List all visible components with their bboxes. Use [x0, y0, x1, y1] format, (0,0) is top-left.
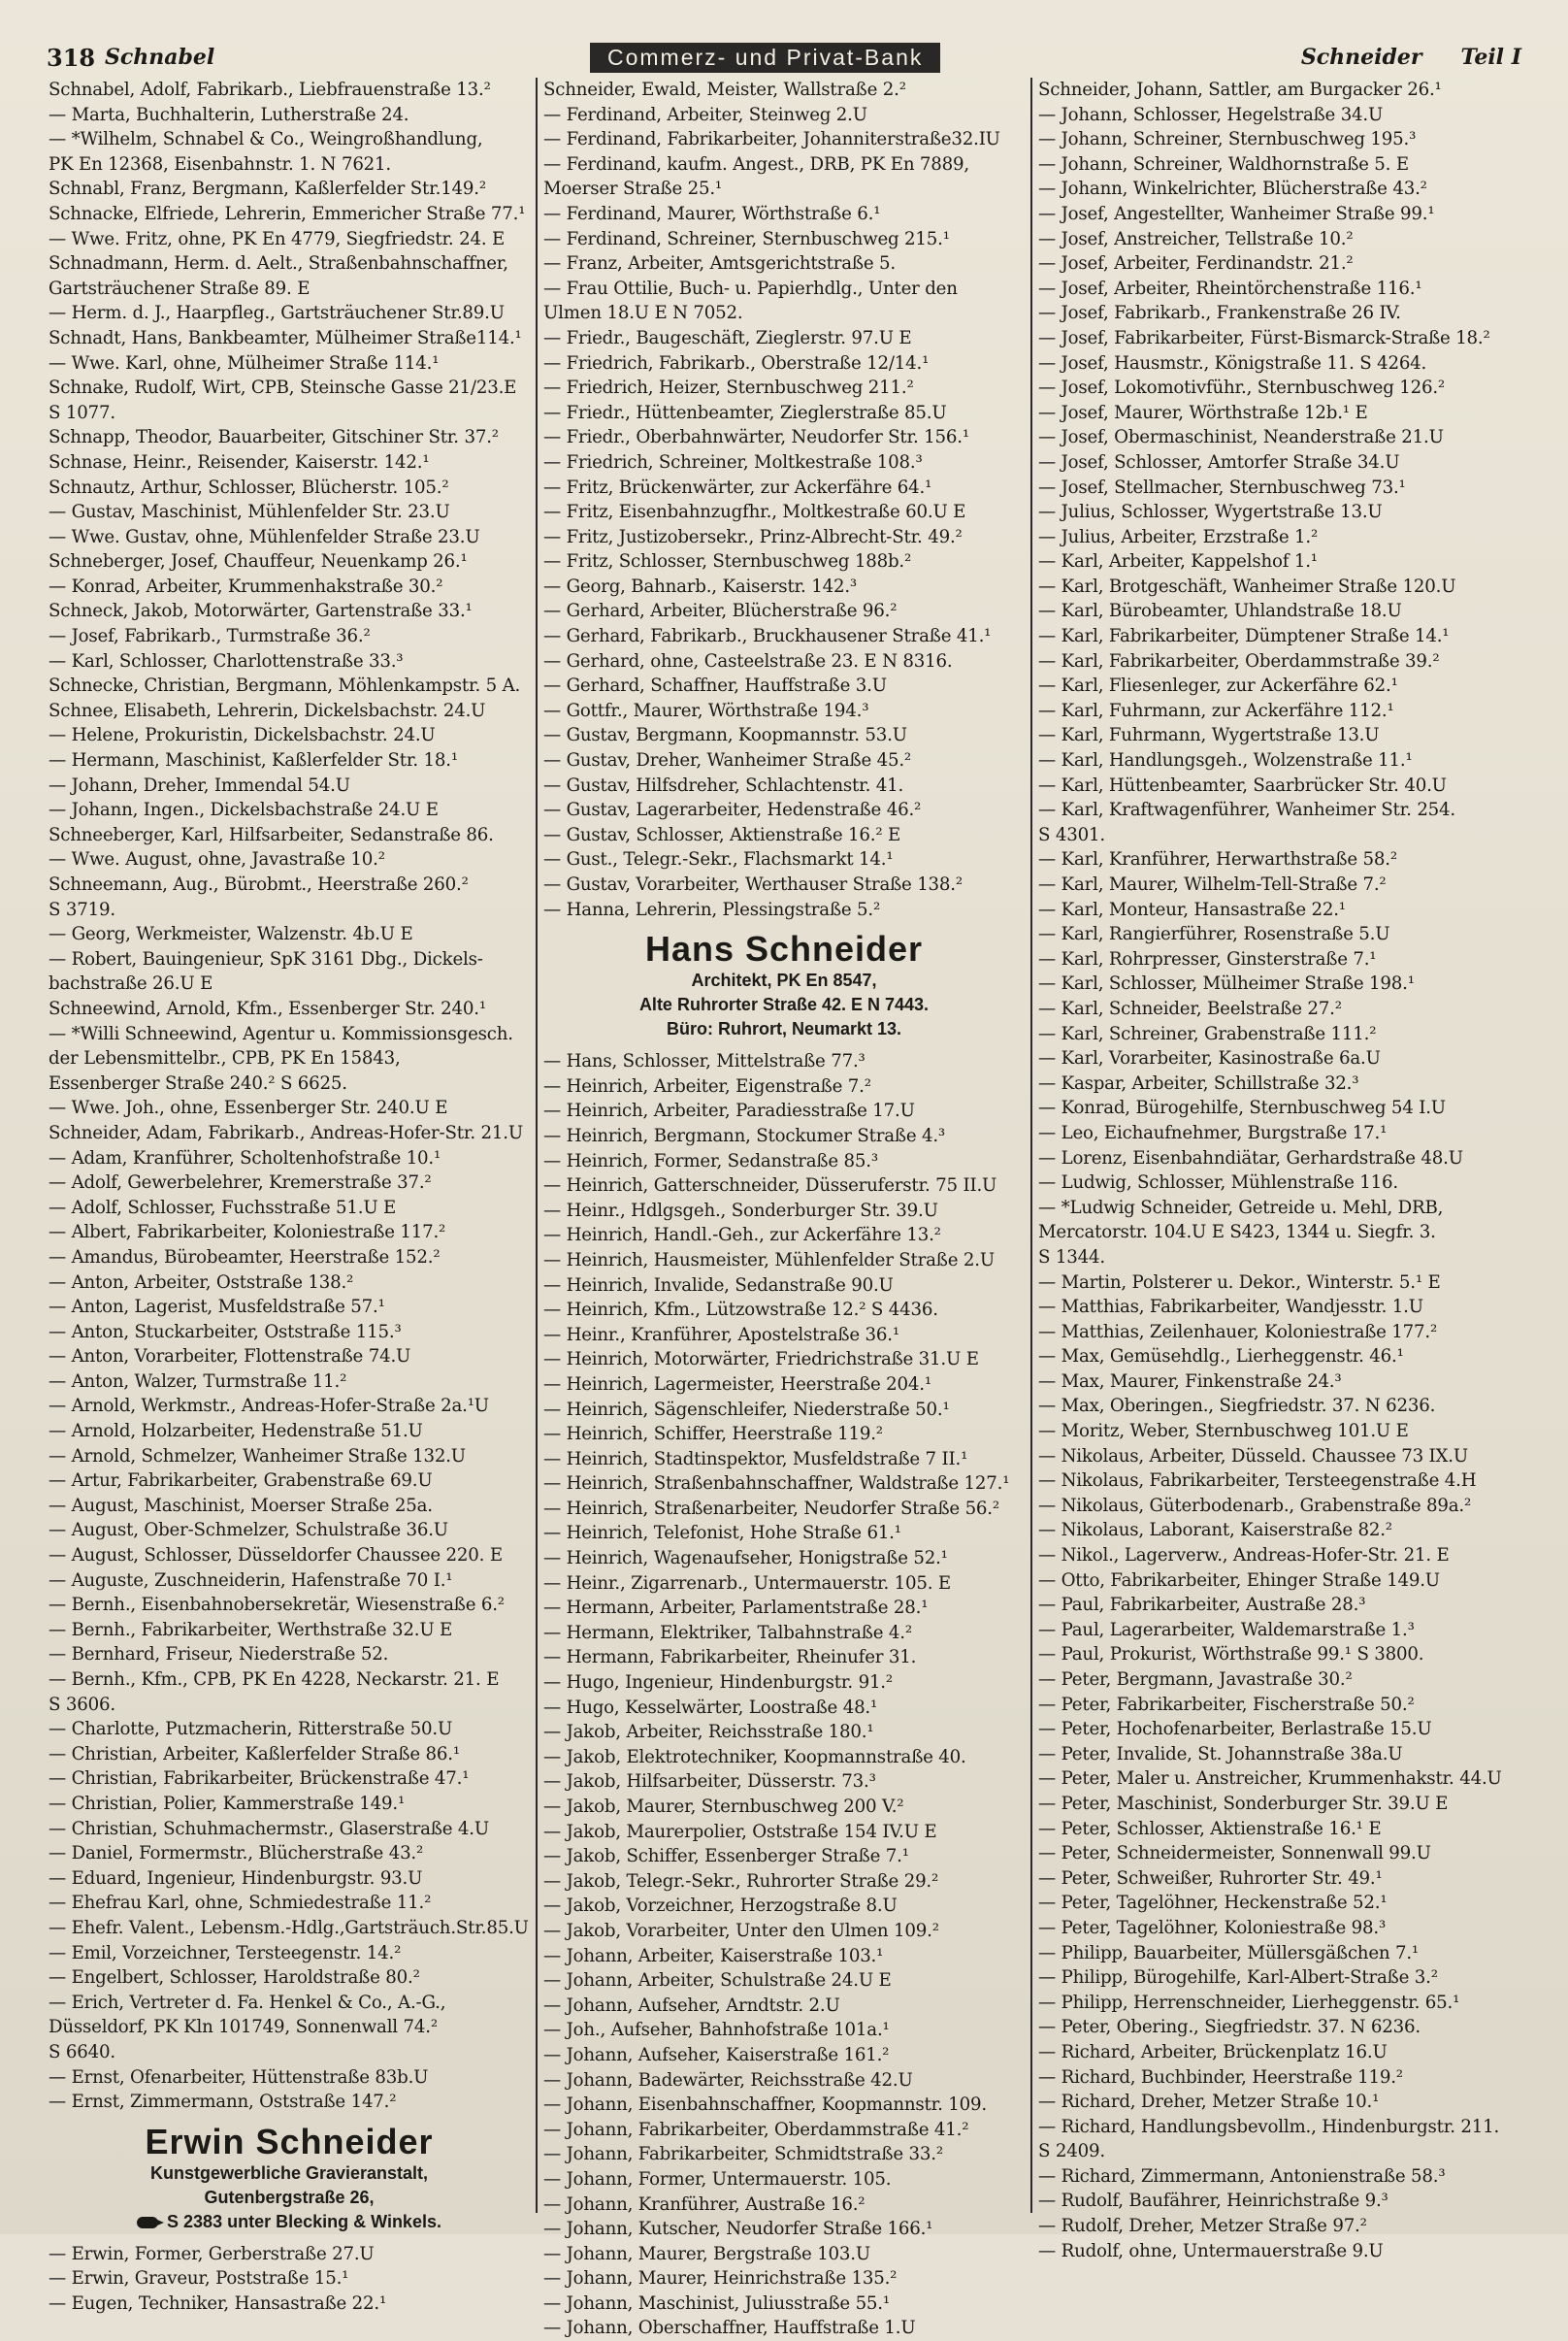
- directory-entry: — Peter, Fabrikarbeiter, Fischerstraße 50.²: [1038, 1694, 1415, 1715]
- directory-entry: — Fritz, Schlosser, Sternbuschweg 188b.²: [543, 551, 912, 573]
- directory-entry: — Gottfr., Maurer, Wörthstraße 194.³: [543, 700, 869, 721]
- directory-entry: — Peter, Maschinist, Sonderburger Str. 39.U E: [1038, 1793, 1449, 1814]
- advert-line: Kunstgewerbliche Gravieranstalt,: [149, 2162, 429, 2183]
- directory-entry: — Nikolaus, Güterbodenarb., Grabenstraße 89a.²: [1038, 1495, 1472, 1516]
- directory-entry: — Herm. d. J., Haarpfleg., Gartsträuchener Str.89.U: [49, 303, 505, 324]
- directory-entry: — Engelbert, Schlosser, Haroldstraße 80.²: [49, 1967, 420, 1989]
- directory-entry: PK En 12368, Eisenbahnstr. 1. N 7621.: [49, 153, 392, 175]
- directory-entry: — Jakob, Maurerpolier, Oststraße 154 IV.U E: [543, 1821, 937, 1842]
- telephone-icon: [137, 2217, 158, 2228]
- directory-entry: — Karl, Handlungsgeh., Wolzenstraße 11.¹: [1038, 750, 1413, 772]
- directory-entry: — Johann, Arbeiter, Kaiserstraße 103.¹: [543, 1945, 884, 1966]
- directory-entry: — Karl, Rangierführer, Rosenstraße 5.U: [1038, 924, 1390, 945]
- directory-entry: — Peter, Bergmann, Javastraße 30.²: [1038, 1669, 1353, 1690]
- directory-entry: — Anton, Walzer, Turmstraße 11.²: [49, 1370, 347, 1392]
- directory-entry: S 1077.: [49, 402, 115, 423]
- advert-line: Büro: Ruhrort, Neumarkt 13.: [666, 1019, 902, 1039]
- directory-entry: — Heinrich, Arbeiter, Paradiesstraße 17.U: [543, 1101, 915, 1122]
- directory-entry: — Jakob, Maurer, Sternbuschweg 200 V.²: [543, 1797, 904, 1817]
- directory-entry: — Karl, Fuhrmann, zur Ackerfähre 112.¹: [1038, 700, 1394, 721]
- directory-entry: — Johann, Maschinist, Juliusstraße 55.¹: [543, 2292, 890, 2314]
- directory-entry: — Heinr., Kranführer, Apostelstraße 36.¹: [543, 1324, 899, 1345]
- directory-entry: — Jakob, Arbeiter, Reichsstraße 180.¹: [543, 1722, 874, 1743]
- directory-entry: S 1344.: [1038, 1246, 1105, 1268]
- directory-entry: — Christian, Fabrikarbeiter, Brückenstraße 47.¹: [49, 1768, 470, 1790]
- directory-entry: S 4301.: [1038, 824, 1105, 845]
- left-running-head: Schnabel: [105, 45, 215, 70]
- directory-entry: — Rudolf, ohne, Untermauerstraße 9.U: [1038, 2240, 1384, 2261]
- directory-entry: — Georg, Werkmeister, Walzenstr. 4b.U E: [49, 924, 413, 945]
- column-1-entries: [49, 78, 530, 2115]
- directory-entry: — Johann, Former, Untermauerstr. 105.: [543, 2168, 892, 2190]
- directory-entry: — Ernst, Zimmermann, Oststraße 147.²: [49, 2092, 397, 2113]
- column-3: [1030, 78, 1525, 2261]
- directory-columns: [43, 78, 1525, 2339]
- directory-entry: — Friedrich, Schreiner, Moltkestraße 108.³: [543, 451, 923, 473]
- directory-entry: — Amandus, Bürobeamter, Heerstraße 152.²: [49, 1246, 441, 1268]
- directory-entry: — Josef, Angestellter, Wanheimer Straße 99.¹: [1038, 203, 1435, 224]
- directory-entry: — Josef, Arbeiter, Ferdinandstr. 21.²: [1038, 253, 1354, 275]
- directory-entry: — Johann, Badewärter, Reichsstraße 42.U: [543, 2069, 913, 2091]
- directory-entry: — Josef, Obermaschinist, Neanderstraße 21.U: [1038, 427, 1444, 448]
- directory-entry: Schnapp, Theodor, Bauarbeiter, Gitschiner Str. 37.²: [49, 427, 499, 448]
- directory-entry: — Richard, Zimmermann, Antonienstraße 58.³: [1038, 2165, 1446, 2187]
- directory-entry: — Matthias, Zeilenhauer, Koloniestraße 177.²: [1038, 1321, 1438, 1342]
- directory-entry: — Lorenz, Eisenbahndiätar, Gerhardstraße 48.U: [1038, 1147, 1463, 1169]
- directory-entry: — Philipp, Herrenschneider, Lierheggenstr. 65.¹: [1038, 1992, 1460, 2013]
- directory-entry: — Heinrich, Hausmeister, Mühlenfelder Straße 2.U: [543, 1249, 995, 1270]
- directory-entry: — Johann, Dreher, Immendal 54.U: [49, 775, 350, 796]
- directory-entry: S 3606.: [49, 1694, 115, 1715]
- directory-entry: — Heinrich, Sägenschleifer, Niederstraße 50.¹: [543, 1399, 950, 1420]
- directory-entry: — Jakob, Elektrotechniker, Koopmannstraße 40.: [543, 1746, 966, 1767]
- directory-entry: — Charlotte, Putzmacherin, Ritterstraße 50.U: [49, 1719, 453, 1740]
- directory-entry: — Josef, Fabrikarb., Turmstraße 36.²: [49, 626, 371, 647]
- directory-entry: — Adolf, Gewerbelehrer, Kremerstraße 37.²: [49, 1172, 432, 1194]
- advert-hans-schneider: [543, 930, 1025, 1041]
- directory-entry: — Rudolf, Dreher, Metzer Straße 97.²: [1038, 2216, 1367, 2237]
- directory-entry: — Heinrich, Motorwärter, Friedrichstraße 31.U E: [543, 1349, 979, 1370]
- directory-entry: — Matthias, Fabrikarbeiter, Wandjesstr. 1.U: [1038, 1297, 1423, 1318]
- directory-entry: — Josef, Hausmstr., Königstraße 11. S 4264.: [1038, 352, 1427, 374]
- directory-entry: — Jakob, Telegr.-Sekr., Ruhrorter Straße 29.²: [543, 1870, 939, 1892]
- directory-entry: — Philipp, Bürogehilfe, Karl-Albert-Straße 3.²: [1038, 1967, 1438, 1989]
- directory-entry: — Emil, Vorzeichner, Tersteegenstr. 14.²: [49, 1942, 402, 1963]
- directory-entry: — Bernh., Fabrikarbeiter, Werthstraße 32.U E: [49, 1619, 453, 1640]
- directory-entry: Schneberger, Josef, Chauffeur, Neuenkamp 26.¹: [49, 551, 468, 573]
- directory-entry: — Nikolaus, Fabrikarbeiter, Tersteegenstraße 4.H: [1038, 1470, 1477, 1492]
- directory-entry: — Karl, Kranführer, Herwarthstraße 58.²: [1038, 849, 1397, 871]
- directory-entry: — Konrad, Bürogehilfe, Sternbuschweg 54 I.U: [1038, 1098, 1446, 1119]
- directory-entry: — Ferdinand, Maurer, Wörthstraße 6.¹: [543, 203, 881, 224]
- directory-entry: — Moritz, Weber, Sternbuschweg 101.U E: [1038, 1421, 1409, 1442]
- directory-entry: Essenberger Straße 240.² S 6625.: [49, 1072, 347, 1094]
- directory-entry: — Johann, Winkelrichter, Blücherstraße 43.²: [1038, 179, 1427, 200]
- directory-entry: — Josef, Arbeiter, Rheintörchenstraße 116.¹: [1038, 278, 1422, 299]
- directory-entry: — Joh., Aufseher, Bahnhofstraße 101a.¹: [543, 2020, 890, 2041]
- directory-entry: — Hermann, Elektriker, Talbahnstraße 4.²: [543, 1622, 912, 1643]
- directory-entry: — Josef, Anstreicher, Tellstraße 10.²: [1038, 228, 1354, 249]
- directory-entry: — Karl, Hüttenbeamter, Saarbrücker Str. 40.U: [1038, 775, 1447, 796]
- directory-entry: — Karl, Kraftwagenführer, Wanheimer Str. 254.: [1038, 800, 1456, 821]
- directory-entry: — Heinrich, Kfm., Lützowstraße 12.² S 4436.: [543, 1300, 938, 1321]
- directory-entry: — Josef, Lokomotivführ., Sternbuschweg 126.²: [1038, 378, 1446, 399]
- directory-entry: Schnake, Rudolf, Wirt, CPB, Steinsche Gasse 21/23.E: [49, 378, 517, 399]
- directory-entry: — Peter, Hochofenarbeiter, Berlastraße 15.U: [1038, 1719, 1432, 1740]
- directory-entry: Mercatorstr. 104.U E S423, 1344 u. Siegfr. 3.: [1038, 1222, 1436, 1243]
- directory-entry: — Gustav, Bergmann, Koopmannstr. 53.U: [543, 725, 907, 746]
- directory-entry: — Ferdinand, kaufm. Angest., DRB, PK En 7889,: [543, 153, 969, 175]
- directory-entry: S 3719.: [49, 899, 115, 920]
- directory-entry: — Heinrich, Handl.-Geh., zur Ackerfähre 13.²: [543, 1225, 941, 1246]
- directory-entry: — Johann, Aufseher, Kaiserstraße 161.²: [543, 2044, 890, 2065]
- column-2: [536, 78, 1030, 2339]
- directory-entry: — Ernst, Ofenarbeiter, Hüttenstraße 83b.U: [49, 2066, 429, 2088]
- directory-entry: — Josef, Fabrikarbeiter, Fürst-Bismarck-Straße 18.²: [1038, 327, 1490, 348]
- directory-entry: — Hanna, Lehrerin, Plessingstraße 5.²: [543, 899, 881, 920]
- directory-entry: — Erwin, Former, Gerberstraße 27.U: [49, 2243, 375, 2264]
- directory-entry: — Otto, Fabrikarbeiter, Ehinger Straße 149.U: [1038, 1569, 1440, 1591]
- directory-entry: — Friedr., Baugeschäft, Zieglerstr. 97.U E: [543, 327, 912, 348]
- directory-entry: — Jakob, Vorzeichner, Herzogstraße 8.U: [543, 1896, 898, 1917]
- directory-entry: — Karl, Monteur, Hansastraße 22.¹: [1038, 899, 1346, 920]
- advert-phone-line: [49, 2210, 530, 2234]
- directory-entry: — Gustav, Hilfsdreher, Schlachtenstr. 41.: [543, 775, 904, 796]
- directory-entry: — Johann, Fabrikarbeiter, Schmidtstraße 33.²: [543, 2144, 943, 2165]
- directory-entry: — Wwe. Karl, ohne, Mülheimer Straße 114.¹: [49, 352, 440, 374]
- directory-entry: — Heinrich, Wagenaufseher, Honigstraße 52.¹: [543, 1548, 948, 1569]
- directory-entry: — Auguste, Zuschneiderin, Hafenstraße 70 I.¹: [49, 1569, 453, 1591]
- directory-entry: — Karl, Arbeiter, Kappelshof 1.¹: [1038, 551, 1318, 573]
- directory-entry: — Robert, Bauingenieur, SpK 3161 Dbg., Dickels-: [49, 948, 483, 970]
- directory-entry: — Josef, Schlosser, Amtorfer Straße 34.U: [1038, 451, 1400, 473]
- directory-entry: — Nikolaus, Arbeiter, Düsseld. Chaussee 73 IX.U: [1038, 1445, 1468, 1467]
- advert-line: Gutenbergstraße 26,: [204, 2187, 375, 2207]
- right-running-head: Schneider: [1300, 45, 1422, 70]
- advert-erwin-schneider: [49, 2123, 530, 2234]
- directory-entry: — Johann, Kutscher, Neudorfer Straße 166.¹: [543, 2219, 933, 2240]
- directory-entry: — Josef, Maurer, Wörthstraße 12b.¹ E: [1038, 402, 1368, 423]
- directory-entry: — Heinrich, Arbeiter, Eigenstraße 7.²: [543, 1075, 871, 1097]
- directory-entry: Schneider, Johann, Sattler, am Burgacker 26.¹: [1038, 80, 1442, 100]
- directory-entry: — Ludwig, Schlosser, Mühlenstraße 116.: [1038, 1172, 1398, 1194]
- directory-entry: — Konrad, Arbeiter, Krummenhakstraße 30.²: [49, 576, 443, 597]
- directory-entry: Schneider, Ewald, Meister, Wallstraße 2.²: [543, 80, 906, 100]
- directory-entry: — Heinrich, Straßenarbeiter, Neudorfer Straße 56.²: [543, 1498, 999, 1519]
- directory-entry: Gartsträuchener Straße 89. E: [49, 278, 310, 299]
- directory-entry: — Arnold, Werkmstr., Andreas-Hofer-Straße 2a.¹U: [49, 1396, 489, 1417]
- directory-entry: — Ferdinand, Schreiner, Sternbuschweg 215.¹: [543, 228, 950, 249]
- directory-entry: — Christian, Polier, Kammerstraße 149.¹: [49, 1793, 406, 1814]
- directory-entry: — Nikol., Lagerverw., Andreas-Hofer-Str. 21. E: [1038, 1545, 1450, 1566]
- directory-entry: — Fritz, Justizobersekr., Prinz-Albrecht-Str. 49.²: [543, 526, 963, 547]
- column-1: [43, 78, 536, 2314]
- directory-entry: Schnabl, Franz, Bergmann, Kaßlerfelder Str.149.²: [49, 179, 486, 200]
- directory-entry: — Gustav, Lagerarbeiter, Hedenstraße 46.²: [543, 800, 922, 821]
- directory-entry: — Wwe. Joh., ohne, Essenberger Str. 240.U E: [49, 1098, 448, 1119]
- directory-entry: — Christian, Arbeiter, Kaßlerfelder Straße 86.¹: [49, 1743, 460, 1764]
- directory-entry: — Johann, Oberschaffner, Hauffstraße 1.U: [543, 2318, 916, 2339]
- directory-entry: — Gustav, Vorarbeiter, Werthauser Straße 138.²: [543, 874, 963, 895]
- directory-entry: — Erich, Vertreter d. Fa. Henkel & Co., A.-G.,: [49, 1992, 446, 2013]
- directory-entry: — Richard, Buchbinder, Heerstraße 119.²: [1038, 2066, 1403, 2088]
- directory-entry: — Jakob, Hilfsarbeiter, Düsserstr. 73.³: [543, 1771, 876, 1793]
- directory-entry: — August, Ober-Schmelzer, Schulstraße 36.U: [49, 1520, 448, 1541]
- directory-entry: — Nikolaus, Laborant, Kaiserstraße 82.²: [1038, 1520, 1392, 1541]
- directory-entry: — Anton, Stuckarbeiter, Oststraße 115.³: [49, 1321, 402, 1342]
- directory-entry: — Daniel, Formermstr., Blücherstraße 43.²: [49, 1843, 424, 1864]
- directory-entry: — Heinrich, Straßenbahnschaffner, Waldstraße 127.¹: [543, 1473, 1010, 1495]
- directory-entry: — *Ludwig Schneider, Getreide u. Mehl, DRB,: [1038, 1197, 1444, 1218]
- directory-entry: — Gustav, Dreher, Wanheimer Straße 45.²: [543, 750, 912, 772]
- directory-entry: — Martin, Polsterer u. Dekor., Winterstr. 5.¹ E: [1038, 1271, 1441, 1293]
- bank-banner: Commerz- und Privat-Bank: [590, 43, 940, 73]
- directory-entry: — Bernh., Kfm., CPB, PK En 4228, Neckarstr. 21. E: [49, 1669, 500, 1690]
- directory-entry: — Frau Ottilie, Buch- u. Papierhdlg., Unter den: [543, 278, 958, 299]
- directory-entry: — Karl, Fuhrmann, Wygertstraße 13.U: [1038, 725, 1380, 746]
- directory-entry: — Richard, Handlungsbevollm., Hindenburgstr. 211.: [1038, 2116, 1500, 2137]
- column-2-entries-continued: [543, 1049, 1025, 2341]
- directory-entry: — Eugen, Techniker, Hansastraße 22.¹: [49, 2292, 387, 2314]
- directory-entry: — Gerhard, ohne, Casteelstraße 23. E N 8316.: [543, 650, 953, 672]
- directory-entry: — Wwe. Gustav, ohne, Mühlenfelder Straße 23.U: [49, 526, 480, 547]
- directory-entry: — Paul, Prokurist, Wörthstraße 99.¹ S 3800.: [1038, 1644, 1424, 1665]
- directory-entry: — Peter, Schweißer, Ruhrorter Str. 49.¹: [1038, 1867, 1383, 1889]
- directory-entry: — Karl, Fabrikarbeiter, Dümptener Straße 14.¹: [1038, 626, 1450, 647]
- directory-entry: Schnautz, Arthur, Schlosser, Blücherstr. 105.²: [49, 477, 449, 498]
- directory-entry: — Helene, Prokuristin, Dickelsbachstr. 24.U: [49, 725, 436, 746]
- directory-entry: — *Willi Schneewind, Agentur u. Kommissionsgesch.: [49, 1023, 513, 1044]
- directory-entry: — Wwe. August, ohne, Javastraße 10.²: [49, 849, 385, 871]
- directory-entry: — Ferdinand, Fabrikarbeiter, Johanniterstraße32.IU: [543, 129, 1000, 150]
- directory-entry: — Josef, Fabrikarb., Frankenstraße 26 IV.: [1038, 303, 1401, 324]
- advert-name: Hans Schneider: [644, 929, 924, 970]
- directory-entry: — Johann, Schreiner, Waldhornstraße 5. E: [1038, 153, 1409, 175]
- directory-entry: Schneeberger, Karl, Hilfsarbeiter, Sedanstraße 86.: [49, 824, 494, 845]
- directory-entry: Schneck, Jakob, Motorwärter, Gartenstraße 33.¹: [49, 601, 473, 622]
- directory-entry: Schneider, Adam, Fabrikarb., Andreas-Hofer-Str. 21.U: [49, 1122, 523, 1143]
- directory-entry: — Hermann, Maschinist, Kaßlerfelder Str. 18.¹: [49, 750, 458, 772]
- directory-entry: — Max, Maurer, Finkenstraße 24.³: [1038, 1370, 1342, 1392]
- directory-entry: — Gustav, Maschinist, Mühlenfelder Str. 23.U: [49, 502, 450, 523]
- directory-entry: — Georg, Bahnarb., Kaiserstr. 142.³: [543, 576, 857, 597]
- directory-entry: — Heinrich, Schiffer, Heerstraße 119.²: [543, 1424, 883, 1445]
- directory-entry: — Heinrich, Lagermeister, Heerstraße 204.¹: [543, 1373, 931, 1395]
- directory-entry: — Johann, Maurer, Bergstraße 103.U: [543, 2243, 871, 2264]
- directory-entry: — Christian, Schuhmachermstr., Glaserstraße 4.U: [49, 1818, 489, 1839]
- directory-entry: — Ferdinand, Arbeiter, Steinweg 2.U: [543, 104, 867, 125]
- directory-entry: — Johann, Schreiner, Sternbuschweg 195.³: [1038, 129, 1417, 150]
- advert-phone: S 2383 unter Blecking & Winkels.: [167, 2211, 441, 2231]
- directory-entry: — Erwin, Graveur, Poststraße 15.¹: [49, 2268, 349, 2290]
- directory-entry: — Arnold, Holzarbeiter, Hedenstraße 51.U: [49, 1421, 423, 1442]
- directory-entry: Schnabel, Adolf, Fabrikarb., Liebfrauenstraße 13.²: [49, 80, 491, 100]
- directory-entry: Schneewind, Arnold, Kfm., Essenberger Str. 240.¹: [49, 998, 486, 1019]
- directory-entry: S 6640.: [49, 2041, 115, 2062]
- directory-entry: — Johann, Ingen., Dickelsbachstraße 24.U E: [49, 800, 439, 821]
- directory-entry: — Gustav, Schlosser, Aktienstraße 16.² E: [543, 824, 901, 845]
- directory-entry: — Heinrich, Stadtinspektor, Musfeldstraße 7 II.¹: [543, 1448, 968, 1469]
- directory-entry: Moerser Straße 25.¹: [543, 179, 723, 200]
- directory-entry: — Karl, Maurer, Wilhelm-Tell-Straße 7.²: [1038, 874, 1387, 895]
- directory-entry: — Philipp, Bauarbeiter, Müllersgäßchen 7.¹: [1038, 1942, 1420, 1963]
- directory-entry: — Franz, Arbeiter, Amtsgerichtstraße 5.: [543, 253, 896, 275]
- column-2-entries: [543, 78, 1025, 922]
- directory-entry: — Fritz, Eisenbahnzugfhr., Moltkestraße 60.U E: [543, 502, 966, 523]
- directory-entry: — Max, Gemüsehdlg., Lierheggenstr. 46.¹: [1038, 1346, 1404, 1368]
- part-label: Teil I: [1460, 45, 1521, 70]
- directory-entry: — Anton, Arbeiter, Oststraße 138.²: [49, 1271, 354, 1293]
- directory-entry: — Heinrich, Former, Sedanstraße 85.³: [543, 1150, 878, 1171]
- directory-entry: — August, Schlosser, Düsseldorfer Chaussee 220. E: [49, 1545, 503, 1566]
- directory-entry: — Hugo, Kesselwärter, Loostraße 48.¹: [543, 1697, 878, 1718]
- directory-entry: — Johann, Eisenbahnschaffner, Koopmannstr. 109.: [543, 2094, 987, 2116]
- directory-entry: S 2409.: [1038, 2141, 1105, 2162]
- directory-entry: — Adolf, Schlosser, Fuchsstraße 51.U E: [49, 1197, 397, 1218]
- directory-entry: — Anton, Vorarbeiter, Flottenstraße 74.U: [49, 1346, 411, 1368]
- directory-entry: Schnee, Elisabeth, Lehrerin, Dickelsbachstr. 24.U: [49, 700, 486, 721]
- directory-entry: — Heinrich, Invalide, Sedanstraße 90.U: [543, 1274, 894, 1296]
- directory-entry: — Karl, Rohrpresser, Ginsterstraße 7.¹: [1038, 948, 1377, 970]
- directory-entry: — Peter, Tagelöhner, Koloniestraße 98.³: [1038, 1917, 1387, 1938]
- directory-entry: — Heinrich, Bergmann, Stockumer Straße 4.³: [543, 1125, 946, 1146]
- directory-entry: — Wwe. Fritz, ohne, PK En 4779, Siegfriedstr. 24. E: [49, 228, 506, 249]
- directory-entry: — Kaspar, Arbeiter, Schillstraße 32.³: [1038, 1072, 1359, 1094]
- page-header: [47, 43, 1521, 72]
- directory-entry: — Friedrich, Heizer, Sternbuschweg 211.²: [543, 378, 914, 399]
- directory-entry: — Johann, Aufseher, Arndtstr. 2.U: [543, 1995, 840, 2016]
- directory-entry: — Adam, Kranführer, Scholtenhofstraße 10.¹: [49, 1147, 441, 1169]
- directory-entry: — Jakob, Schiffer, Essenberger Straße 7.¹: [543, 1846, 909, 1867]
- directory-entry: — Peter, Maler u. Anstreicher, Krummenhakstr. 44.U: [1038, 1768, 1502, 1790]
- advert-line: Alte Ruhrorter Straße 42. E N 7443.: [638, 995, 930, 1015]
- advert-name: Erwin Schneider: [145, 2121, 434, 2161]
- directory-entry: — Jakob, Vorarbeiter, Unter den Ulmen 109.²: [543, 1920, 939, 1941]
- directory-entry: Schnadmann, Herm. d. Aelt., Straßenbahnschaffner,: [49, 253, 508, 275]
- directory-entry: bachstraße 26.U E: [49, 973, 213, 995]
- directory-entry: Ulmen 18.U E N 7052.: [543, 303, 743, 324]
- directory-entry: — Heinr., Zigarrenarb., Untermauerstr. 105. E: [543, 1572, 952, 1594]
- directory-entry: — Johann, Fabrikarbeiter, Oberdammstraße 41.²: [543, 2119, 969, 2140]
- directory-entry: — Gust., Telegr.-Sekr., Flachsmarkt 14.¹: [543, 849, 894, 871]
- directory-entry: Schnadt, Hans, Bankbeamter, Mülheimer Straße114.¹: [49, 327, 522, 348]
- directory-entry: — Johann, Kranführer, Austraße 16.²: [543, 2193, 866, 2215]
- directory-entry: — Friedrich, Fabrikarb., Oberstraße 12/14.¹: [543, 352, 930, 374]
- directory-entry: — Karl, Bürobeamter, Uhlandstraße 18.U: [1038, 601, 1402, 622]
- directory-entry: — Artur, Fabrikarbeiter, Grabenstraße 69.U: [49, 1470, 433, 1492]
- directory-entry: — Ehefr. Valent., Lebensm.-Hdlg.,Gartsträuch.Str.85.U: [49, 1917, 529, 1938]
- directory-entry: — Heinrich, Telefonist, Hohe Straße 61.¹: [543, 1523, 901, 1544]
- directory-entry: — Karl, Fabrikarbeiter, Oberdammstraße 39.²: [1038, 650, 1440, 672]
- directory-entry: — August, Maschinist, Moerser Straße 25a.: [49, 1495, 433, 1516]
- directory-entry: — Peter, Invalide, St. Johannstraße 38a.U: [1038, 1743, 1403, 1764]
- directory-entry: — Gerhard, Arbeiter, Blücherstraße 96.²: [543, 601, 898, 622]
- column-3-entries: [1038, 78, 1519, 2263]
- directory-entry: — Heinrich, Gatterschneider, Düsseruferstr. 75 II.U: [543, 1175, 997, 1197]
- directory-entry: — Rudolf, Baufährer, Heinrichstraße 9.³: [1038, 2191, 1388, 2212]
- directory-entry: Schnase, Heinr., Reisender, Kaiserstr. 142.¹: [49, 451, 430, 473]
- directory-entry: — Paul, Fabrikarbeiter, Austraße 28.³: [1038, 1595, 1366, 1616]
- directory-entry: — Johann, Schlosser, Hegelstraße 34.U: [1038, 104, 1384, 125]
- directory-entry: — Hans, Schlosser, Mittelstraße 77.³: [543, 1051, 866, 1072]
- directory-entry: — *Wilhelm, Schnabel & Co., Weingroßhandlung,: [49, 129, 483, 150]
- directory-entry: — Arnold, Schmelzer, Wanheimer Straße 132.U: [49, 1445, 466, 1467]
- directory-entry: — Josef, Stellmacher, Sternbuschweg 73.¹: [1038, 477, 1406, 498]
- directory-entry: — Richard, Dreher, Metzer Straße 10.¹: [1038, 2092, 1380, 2113]
- directory-entry: — Karl, Schlosser, Mülheimer Straße 198.¹: [1038, 973, 1415, 995]
- directory-entry: Schnecke, Christian, Bergmann, Möhlenkampstr. 5 A.: [49, 676, 521, 697]
- directory-entry: — Peter, Schlosser, Aktienstraße 16.¹ E: [1038, 1818, 1382, 1839]
- directory-entry: — Eduard, Ingenieur, Hindenburgstr. 93.U: [49, 1867, 423, 1889]
- directory-entry: — Friedr., Hüttenbeamter, Zieglerstraße 85.U: [543, 402, 947, 423]
- directory-entry: — Hermann, Fabrikarbeiter, Rheinufer 31.: [543, 1647, 917, 1668]
- directory-entry: — Karl, Schlosser, Charlottenstraße 33.³: [49, 650, 404, 672]
- directory-entry: — Heinr., Hdlgsgeh., Sonderburger Str. 39.U: [543, 1200, 938, 1221]
- directory-entry: — Leo, Eichaufnehmer, Burgstraße 17.¹: [1038, 1122, 1388, 1143]
- directory-entry: — Peter, Tagelöhner, Heckenstraße 52.¹: [1038, 1893, 1388, 1914]
- directory-entry: — Albert, Fabrikarbeiter, Koloniestraße 117.²: [49, 1222, 446, 1243]
- directory-entry: — Hugo, Ingenieur, Hindenburgstr. 91.²: [543, 1672, 893, 1694]
- directory-entry: — Gerhard, Fabrikarb., Bruckhausener Straße 41.¹: [543, 626, 992, 647]
- directory-entry: — Bernh., Eisenbahnobersekretär, Wiesenstraße 6.²: [49, 1595, 505, 1616]
- directory-entry: — Friedr., Oberbahnwärter, Neudorfer Str. 156.¹: [543, 427, 969, 448]
- directory-entry: — Karl, Brotgeschäft, Wanheimer Straße 120.U: [1038, 576, 1456, 597]
- directory-entry: — Paul, Lagerarbeiter, Waldemarstraße 1.³: [1038, 1619, 1415, 1640]
- directory-entry: Schneemann, Aug., Bürobmt., Heerstraße 260.²: [49, 874, 469, 895]
- directory-entry: — Peter, Obering., Siegfriedstr. 37. N 6236.: [1038, 2017, 1421, 2038]
- advert-line: Architekt, PK En 8547,: [691, 971, 877, 991]
- directory-entry: — Julius, Schlosser, Wygertstraße 13.U: [1038, 502, 1383, 523]
- directory-entry: — Karl, Schreiner, Grabenstraße 111.²: [1038, 1023, 1377, 1044]
- directory-entry: — Bernhard, Friseur, Niederstraße 52.: [49, 1644, 389, 1665]
- directory-entry: — Fritz, Brückenwärter, zur Ackerfähre 64.¹: [543, 477, 932, 498]
- directory-entry: — Karl, Vorarbeiter, Kasinostraße 6a.U: [1038, 1048, 1381, 1070]
- directory-entry: — Hermann, Arbeiter, Parlamentstraße 28.¹: [543, 1598, 929, 1619]
- directory-entry: — Julius, Arbeiter, Erzstraße 1.²: [1038, 526, 1319, 547]
- directory-entry: — Marta, Buchhalterin, Lutherstraße 24.: [49, 104, 409, 125]
- directory-entry: — Johann, Maurer, Heinrichstraße 135.²: [543, 2268, 898, 2290]
- column-1-entries-continued: [49, 2242, 530, 2317]
- page-number: 318: [47, 43, 96, 72]
- directory-entry: Düsseldorf, PK Kln 101749, Sonnenwall 74.²: [49, 2017, 438, 2038]
- directory-entry: — Ehefrau Karl, ohne, Schmiedestraße 11.²: [49, 1893, 432, 1914]
- directory-entry: — Peter, Schneidermeister, Sonnenwall 99.U: [1038, 1843, 1431, 1864]
- directory-entry: — Anton, Lagerist, Musfeldstraße 57.¹: [49, 1297, 385, 1318]
- directory-entry: der Lebensmittelbr., CPB, PK En 15843,: [49, 1048, 401, 1070]
- directory-entry: — Karl, Schneider, Beelstraße 27.²: [1038, 998, 1342, 1019]
- directory-entry: — Gerhard, Schaffner, Hauffstraße 3.U: [543, 676, 887, 697]
- directory-entry: Schnacke, Elfriede, Lehrerin, Emmericher Straße 77.¹: [49, 203, 526, 224]
- directory-entry: — Max, Oberingen., Siegfriedstr. 37. N 6236.: [1038, 1396, 1436, 1417]
- directory-entry: — Richard, Arbeiter, Brückenplatz 16.U: [1038, 2041, 1388, 2062]
- directory-entry: — Johann, Arbeiter, Schulstraße 24.U E: [543, 1970, 892, 1992]
- directory-entry: — Karl, Fliesenleger, zur Ackerfähre 62.¹: [1038, 676, 1398, 697]
